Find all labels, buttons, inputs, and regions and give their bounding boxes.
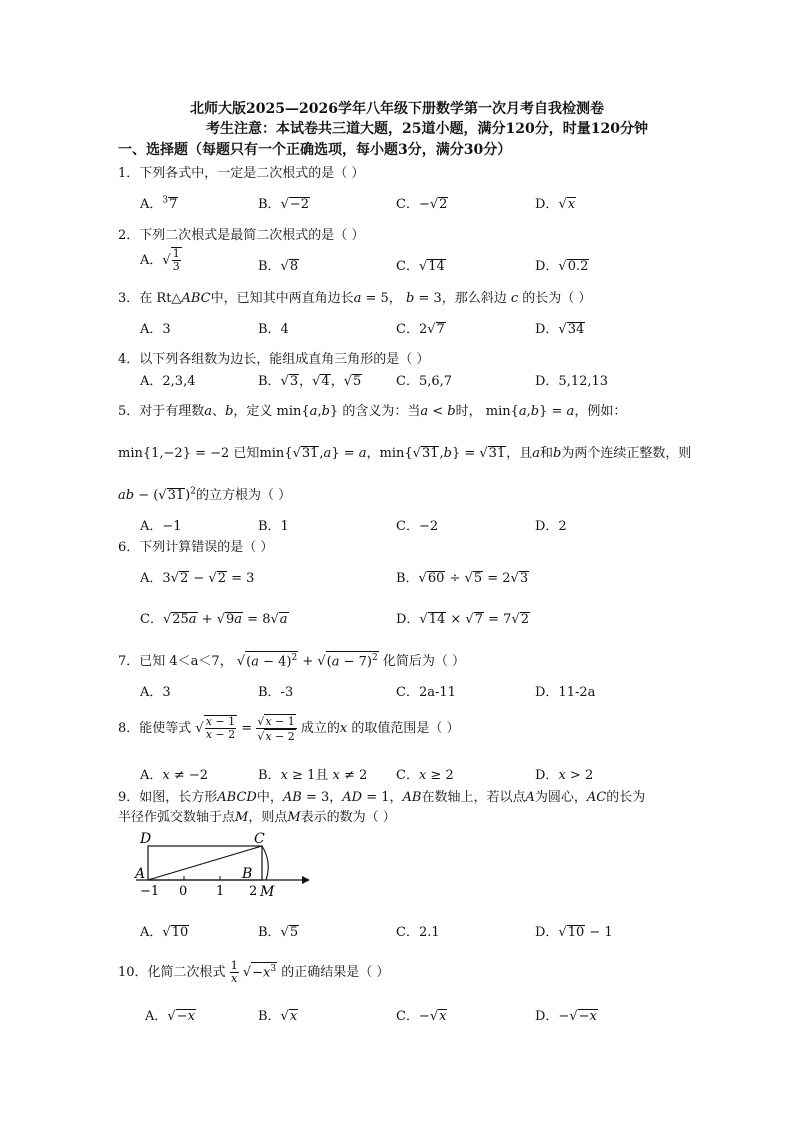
q7-option-b: B．-3: [258, 685, 294, 700]
exam-title: 北师大版2025—2026学年八年级下册数学第一次月考自我检测卷: [190, 101, 604, 117]
q7-option-d: D．11-2a: [535, 685, 596, 700]
q5-option-a: A．−1: [140, 519, 182, 534]
q3-option-d: D．√34: [535, 322, 585, 337]
label-b: B: [242, 866, 253, 882]
tick-label-neg1: −1: [140, 884, 160, 899]
question-4-stem: 4．以下列各组数为边长，能组成直角三角形的是（ ）: [118, 352, 430, 367]
question-9-stem: 9．如图，长方形ABCD中，AB = 3，AD = 1，AB在数轴上，若以点A为圆心，AC的长为: [118, 790, 646, 805]
exam-notice: 考生注意：本试卷共三道大题，25道小题，满分120分，时量120分钟: [206, 121, 648, 137]
question-3-stem: 3．在 Rt△ABC中，已知其中两直角边长a = 5， b = 3，那么斜边 c 的长为（ ）: [118, 291, 592, 306]
number-line-arrow: [302, 876, 310, 884]
q9-option-a: A．√10: [140, 925, 189, 940]
tick-label-0: 0: [179, 884, 188, 899]
question-7-stem: 7．已知 4＜a＜7， $√(a - 4)^2 + √(a - 7)^2$ 化简后为（ ）: [118, 652, 466, 669]
q9-option-b: B．√5: [258, 925, 299, 940]
label-m: M: [260, 884, 275, 900]
q3-option-b: B．4: [258, 322, 289, 337]
q10-option-b: B．√x: [258, 1009, 298, 1024]
q1-option-b: B．√−2: [258, 197, 310, 212]
q8-stem-suffix: 成立的: [300, 721, 340, 736]
section-heading: 一、选择题（每题只有一个正确选项，每小题3分，满分30分）: [118, 142, 512, 158]
q3-option-c: C．2√7: [396, 322, 445, 337]
q8-stem-tail: 的取值范围是（ ）: [351, 721, 460, 736]
arc-cm: [262, 846, 268, 880]
q8-option-d: D．x > 2: [535, 768, 594, 783]
q1-option-c: C．−√2: [396, 197, 448, 212]
q4-option-b: B．√3，√4，√5: [258, 374, 362, 389]
q4-option-d: D．5,12,13: [535, 374, 609, 389]
q9-option-c: C．2.1: [396, 925, 440, 940]
q4-option-c: C．5,6,7: [396, 374, 453, 389]
q1-option-a: A．$^3$7: [140, 195, 178, 212]
q1-option-d: D．√x: [535, 197, 576, 212]
q5-option-d: D．2: [535, 519, 567, 534]
q7-option-c: C．2a-11: [396, 685, 456, 700]
q10-option-c: C．−√x: [396, 1009, 447, 1024]
q8-option-c: C．x ≥ 2: [396, 768, 454, 783]
label-d: D: [140, 831, 152, 847]
tick-label-2: 2: [249, 884, 258, 899]
q10-option-d: D．−√−x: [535, 1009, 597, 1024]
question-1-stem: 1．下列各式中，一定是二次根式的是（ ）: [118, 166, 365, 181]
q5-option-c: C．−2: [396, 519, 439, 534]
q6-option-c: C．√25a + √9a = 8√a: [140, 612, 288, 627]
q6-option-d: D．√14 × √7 = 7√2: [396, 612, 529, 627]
q2-option-d: D．√0.2: [535, 259, 589, 274]
question-5-line2: min{1,−2} = −2 已知min{√31,a} = a，min{√31,b} = √31，且a和b为两个连续正整数，则: [118, 446, 692, 461]
q2-option-b: B．√8: [258, 259, 299, 274]
q6-option-b: B．√60 ÷ √5 = 2√3: [396, 571, 529, 586]
q5-option-b: B．1: [258, 519, 289, 534]
q10-option-a: A．√−x: [145, 1009, 195, 1024]
q2-option-a: A．√ $\frac{1}{3}$: [140, 247, 180, 273]
q9-figure: [130, 828, 310, 900]
label-c: C: [254, 831, 265, 847]
question-6-stem: 6．下列计算错误的是（ ）: [118, 540, 274, 555]
label-a: A: [135, 866, 146, 882]
question-10-stem: 10．化简二次根式 $\frac{1}{x}$ $√-x^3$ 的正确结果是（ ）: [118, 959, 390, 985]
q4-option-a: A．2,3,4: [140, 374, 196, 389]
question-5-line3: ab − $(√31)^2$的立方根为（ ）: [118, 486, 292, 503]
q6-option-a: A．3√2 − √2 = 3: [140, 571, 255, 586]
q9-option-d: D．√10 − 1: [535, 925, 613, 940]
tick-label-1: 1: [216, 884, 225, 899]
q7-option-a: A．3: [140, 685, 171, 700]
q8-option-a: A．x ≠ −2: [140, 768, 209, 783]
q3-option-a: A．3: [140, 322, 171, 337]
question-5-stem: 5．对于有理数a、b，定义 min{a,b} 的含义为：当a < b时， min{a,b} = a，例如：: [118, 404, 627, 419]
question-8-stem: 8．能使等式 √ $\frac{x - 1}{x - 2}$ = $\frac{√x - 1}{√x - 2}$ 成立的x 的取值范围是（ ）: [118, 715, 460, 743]
q8-option-b: B．x ≥ 1且 x ≠ 2: [258, 768, 368, 783]
question-9-line2: 半径作弧交数轴于点M，则点M表示的数为（ ）: [118, 810, 396, 825]
question-2-stem: 2．下列二次根式是最简二次根式的是（ ）: [118, 228, 365, 243]
q2-option-c: C．√14: [396, 259, 445, 274]
